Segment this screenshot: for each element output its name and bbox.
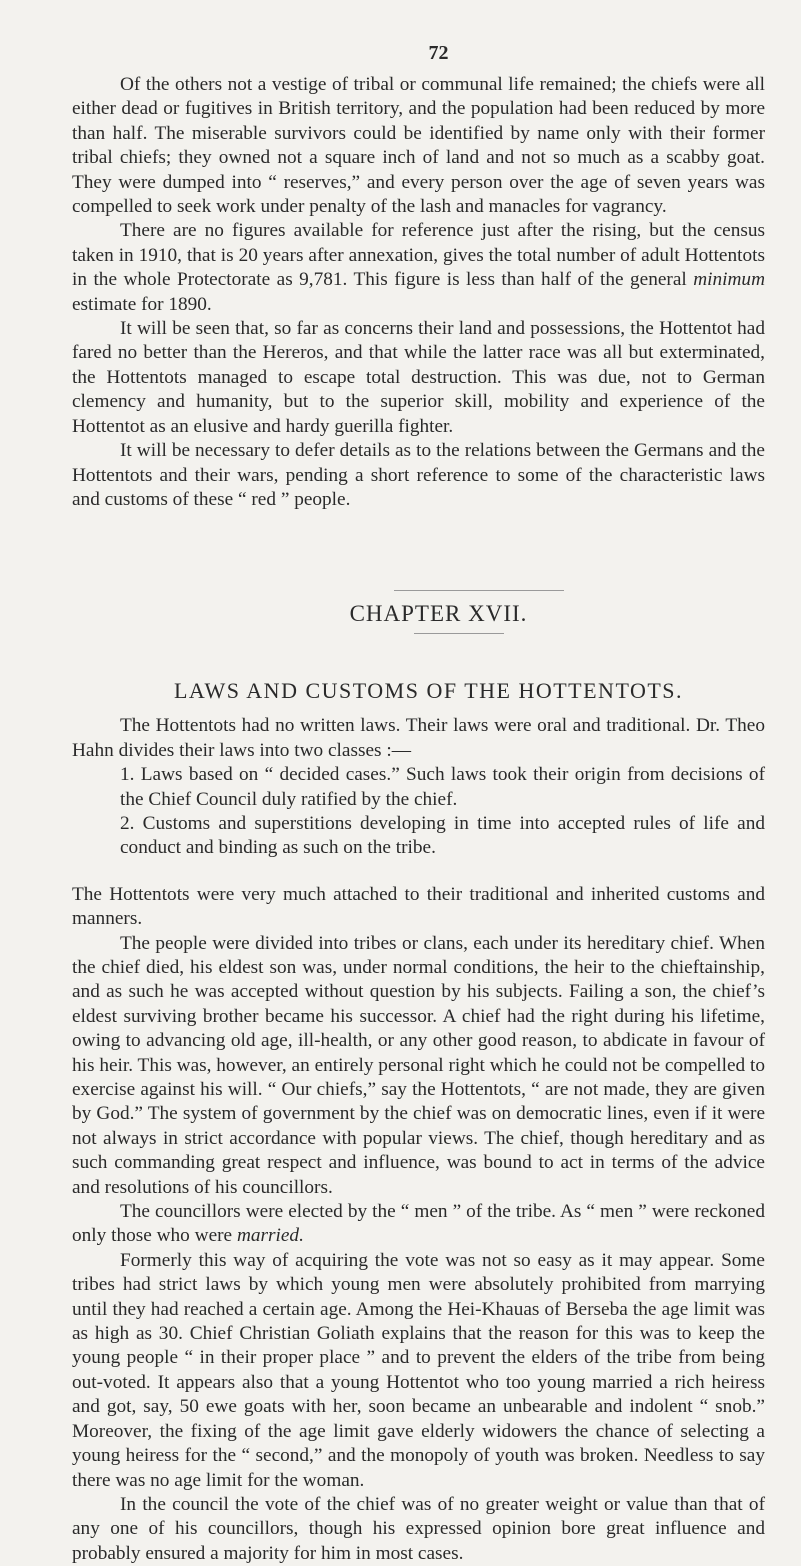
census-tail: estimate for 1890. <box>72 293 212 315</box>
page-number: 72 <box>428 42 449 64</box>
census-emphasis: minimum <box>693 269 765 291</box>
law-classes-list <box>72 763 765 861</box>
spacer <box>72 861 765 883</box>
paragraph-councillors <box>72 1200 765 1249</box>
councillors-emphasis: married. <box>236 1225 304 1247</box>
law-class-item: 1. Laws based on “ decided cases.” Such laws took their origin from decisions of the Chief Council duly ratified by the chief. <box>120 764 765 810</box>
paragraph-vote: Formerly this way of acquiring the vote was not so easy as it may appear. Some tribes had strict laws by which young men were absolutely prohibited from marrying until they had reached a certain age. Among the Hei-Khauas of Berseba the age limit was as high as 30. Chief Christian Goliath explains that the reason for this was to keep the young people “ in their proper place ” and to prevent the elders of the tribe from being out-voted. It appears also that a young Hottentot who too young married a rich heiress and got, say, 50 ewe goats with her, soon became an unbearable and indolent “ snob.” Moreover, the fixing of the age limit gave elderly widowers the chance of selecting a young heiress for the “ second,” and the monopoly of youth was broken. Needless to say there was no age limit for the woman. <box>72 1249 765 1491</box>
paragraph-tribes: The people were divided into tribes or clans, each under its hereditary chief. When the chief died, his eldest son was, under normal conditions, the heir to the chieftainship, and as such he was accepted without question by his subjects. Failing a son, the chief’s eldest surviving brother became his successor. A chief had the right during his lifetime, owing to advancing old age, ill-health, or any other good reason, to abdicate in favour of his heir. This was, however, an entirely personal right which he could not be compelled to exercise against his will. “ Our chiefs,” say the Hottentots, “ are not made, they are given by God.” The system of government by the chief was on democratic lines, even if it were not always in strict accordance with popular views. The chief, though hereditary and as such commanding great respect and influence, was bound to act in terms of the advice and resolutions of his councillors. <box>72 932 765 1198</box>
councillors-text: The councillors were elected by the “ men ” of the tribe. As “ men ” were reckoned only those who were <box>72 1201 765 1247</box>
chapter-heading: CHAPTER XVII. <box>349 601 528 627</box>
paragraph-defer: It will be necessary to defer details as to the relations between the Germans and the Hottentots and their wars, pending a short reference to some of the characteristic laws and customs of these “ red ” people. <box>72 440 765 510</box>
paragraph-council: In the council the vote of the chief was of no greater weight or value than that of any one of his councillors, though his expressed opinion bore great influence and probably ensured a majority for him in most cases. <box>72 1493 765 1564</box>
paragraph-attached: The Hottentots were very much attached to their traditional and inherited customs and manners. <box>72 883 765 930</box>
paragraph-survivors: Of the others not a vestige of tribal or communal life remained; the chiefs were all either dead or fugitives in British territory, and the population had been reduced by more than half. The miserable survivors could be identified by name only with their former tribal chiefs; they owned not a square inch of land and not so much as a scabby goat. They were dumped into “ reserves,” and every person over the age of seven years was compelled to seek work under penalty of the lash and manacles for vagrancy. <box>72 74 765 218</box>
section-divider <box>394 590 564 591</box>
paragraph-comparison: It will be seen that, so far as concerns their land and possessions, the Hottentot had fared no better than the Hereros, and that while the latter race was all but exterminated, the Hottentots managed to escape total destruction. This was due, not to German clemency and humanity, but to the superior skill, mobility and experience of the Hottentot as an elusive and hardy guerilla fighter. <box>72 318 765 437</box>
law-class-item: 2. Customs and superstitions developing in time into accepted rules of life and conduct and binding as such on the tribe. <box>120 812 765 859</box>
paragraph-census <box>72 219 765 317</box>
chapter-underline <box>414 633 504 634</box>
census-text: There are no figures available for reference just after the rising, but the census taken in 1910, that is 20 years after annexation, gives the total number of adult Hottentots in the whole Protectorate as 9,781. This figure is less than half of the general <box>72 220 765 291</box>
paragraph-intro: The Hottentots had no written laws. Their laws were oral and traditional. Dr. Theo Hahn divides their laws into two classes :— <box>72 715 765 761</box>
chapter-title: LAWS AND CUSTOMS OF THE HOTTENTOTS. <box>173 678 684 704</box>
